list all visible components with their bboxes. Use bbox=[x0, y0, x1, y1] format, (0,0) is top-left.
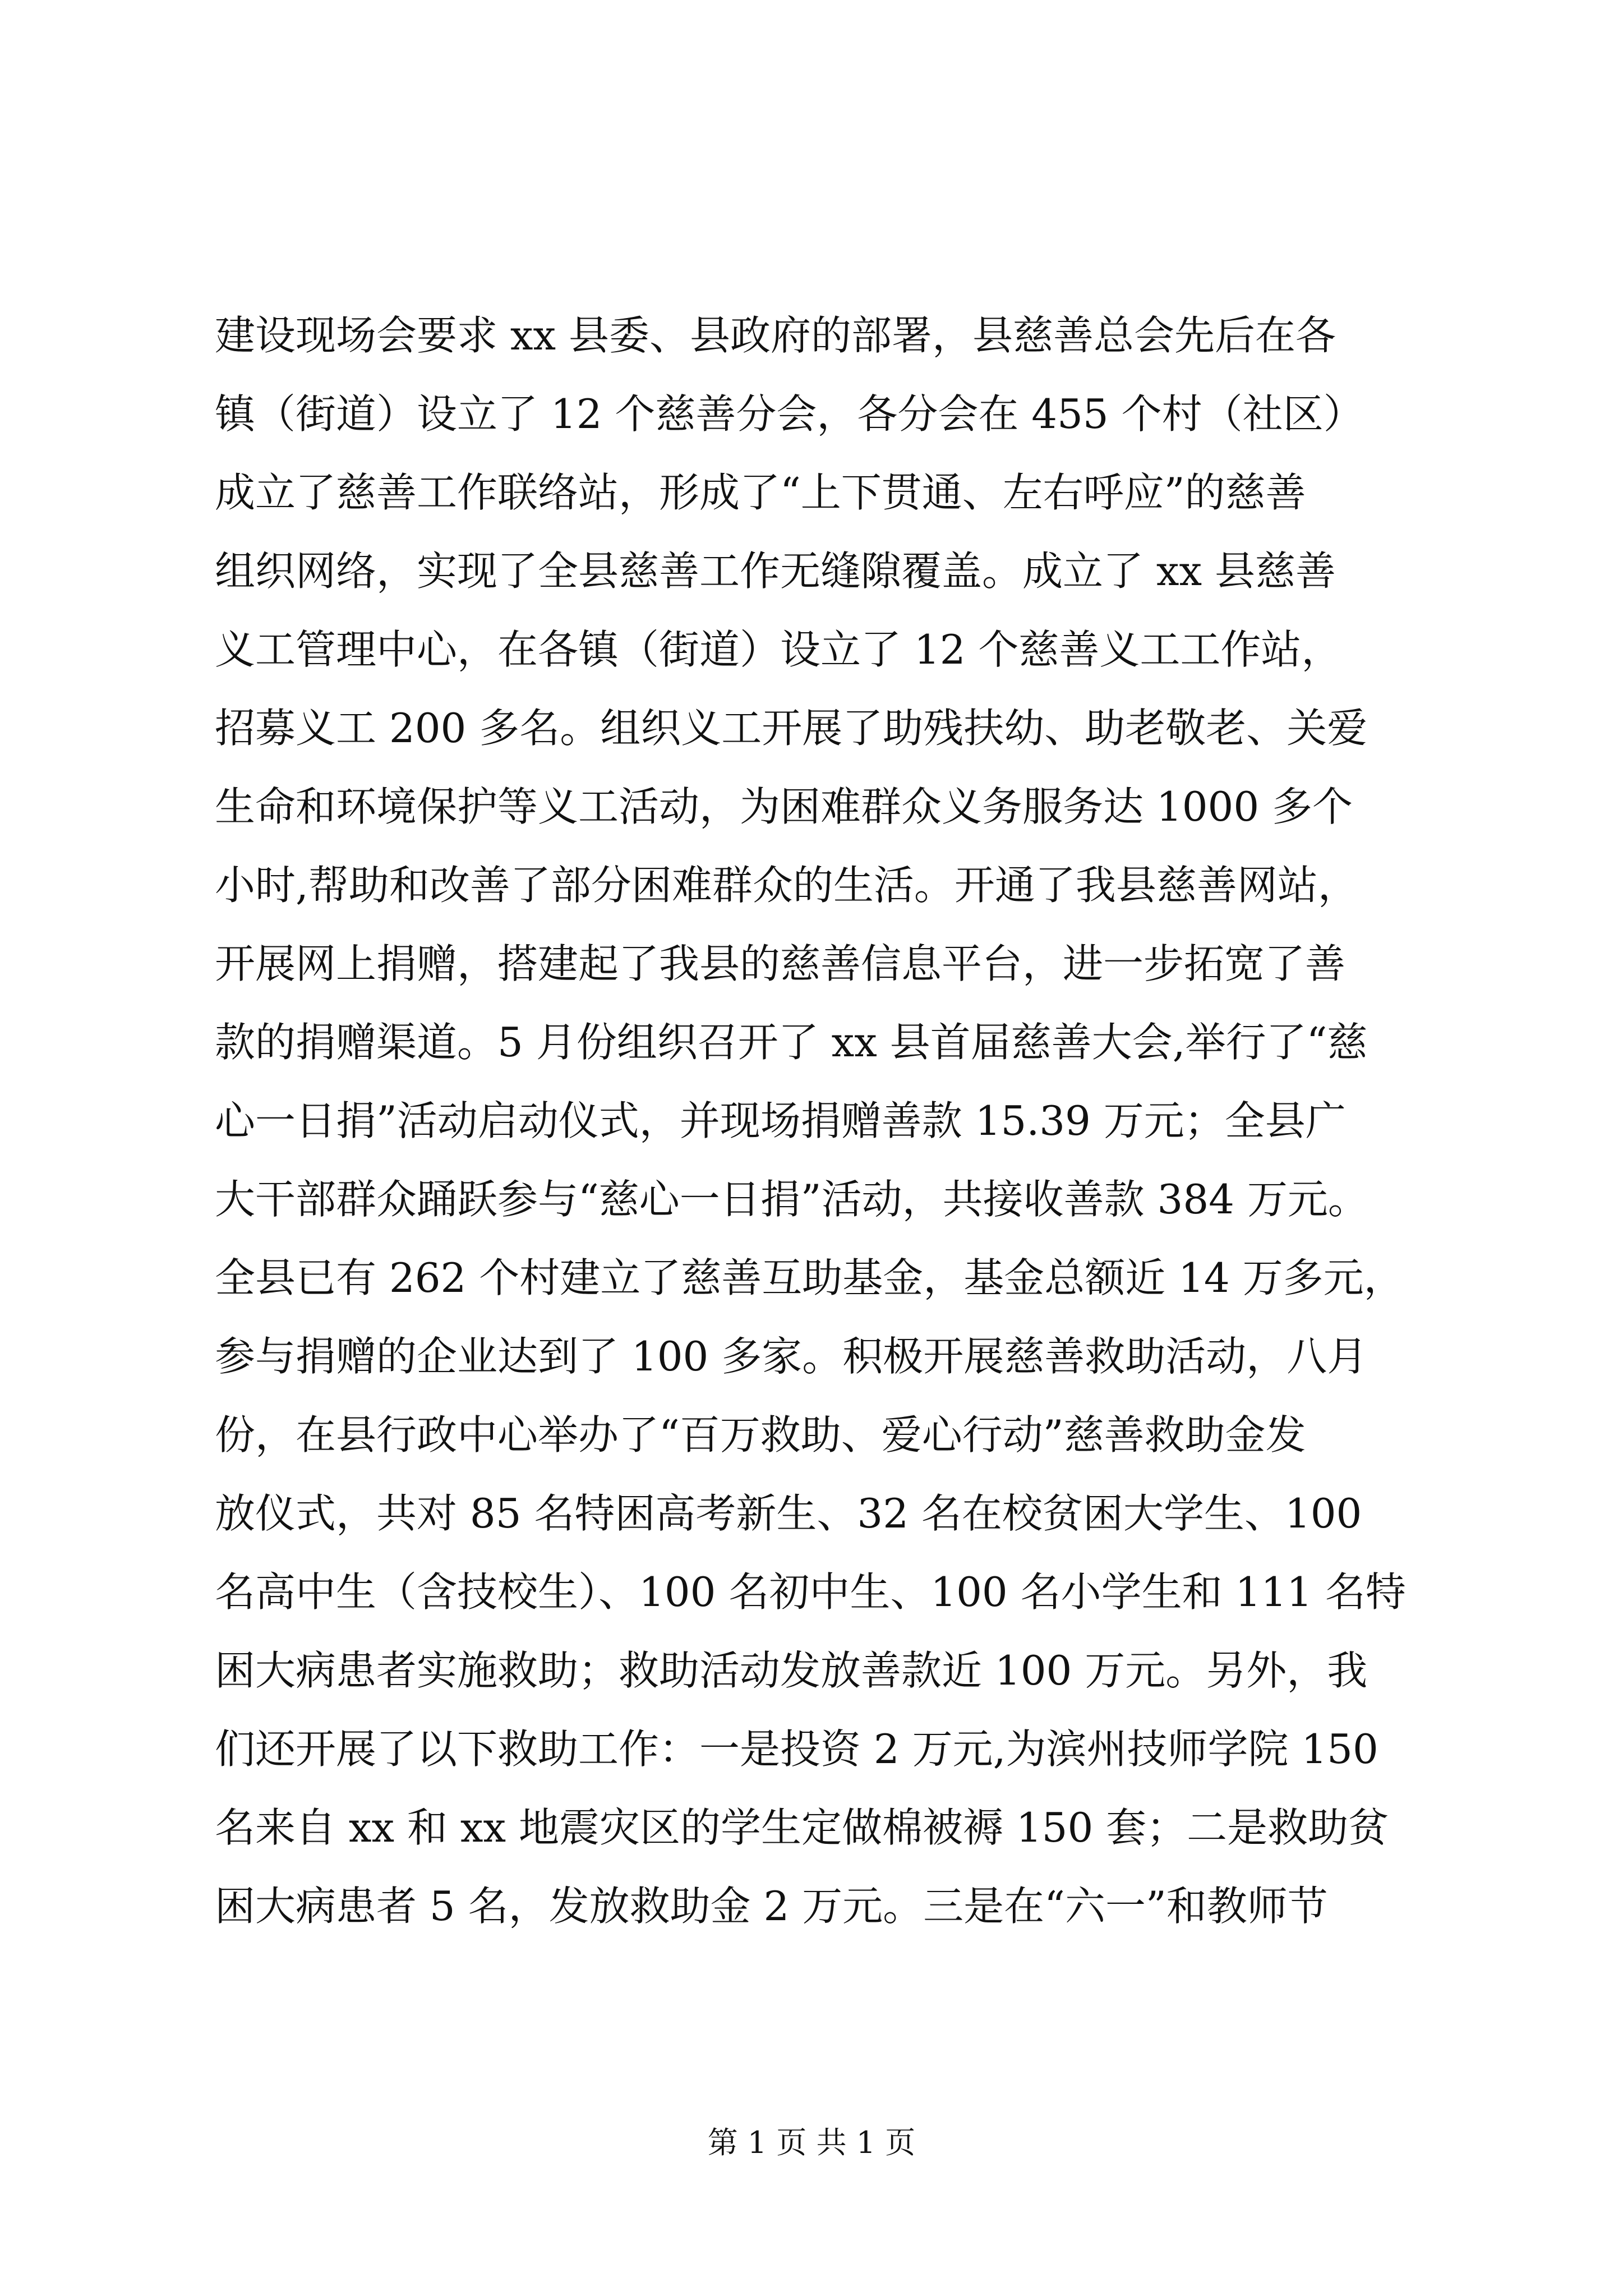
text-line-15: 份，在县行政中心举办了“百万救助、爱心行动”慈善救助金发 bbox=[215, 1411, 1306, 1458]
text-line-19: 们还开展了以下救助工作：一是投资 2 万元,为滨州技师学院 150 bbox=[215, 1726, 1378, 1773]
text-line-2: 镇（街道）设立了 12 个慈善分会，各分会在 455 个村（社区） bbox=[215, 390, 1364, 438]
text-line-13: 全县已有 262 个村建立了慈善互助基金，基金总额近 14 万多元， bbox=[215, 1254, 1404, 1301]
text-line-9: 开展网上捐赠，搭建起了我县的慈善信息平台，进一步拓宽了善 bbox=[215, 940, 1346, 987]
page-number-label: 第 1 页 共 1 页 bbox=[707, 2125, 916, 2160]
text-line-1: 建设现场会要求 xx 县委、县政府的部署，县慈善总会先后在各 bbox=[215, 312, 1336, 359]
text-line-7: 生命和环境保护等义工活动，为困难群众义务服务达 1000 多个 bbox=[215, 783, 1353, 830]
text-line-4: 组织网络，实现了全县慈善工作无缝隙覆盖。成立了 xx 县慈善 bbox=[215, 547, 1336, 595]
text-line-11: 心一日捐”活动启动仪式，并现场捐赠善款 15.39 万元；全县广 bbox=[215, 1097, 1346, 1144]
text-line-21: 困大病患者 5 名，发放救助金 2 万元。三是在“六一”和教师节 bbox=[215, 1883, 1328, 1930]
text-line-5: 义工管理中心，在各镇（街道）设立了 12 个慈善义工工作站， bbox=[215, 626, 1342, 673]
text-line-20: 名来自 xx 和 xx 地震灾区的学生定做棉被褥 150 套；二是救助贫 bbox=[215, 1804, 1389, 1851]
text-line-8: 小时,帮助和改善了部分困难群众的生活。开通了我县慈善网站， bbox=[215, 862, 1358, 909]
text-line-10: 款的捐赠渠道。5 月份组织召开了 xx 县首届慈善大会,举行了“慈 bbox=[215, 1019, 1368, 1066]
page-footer bbox=[0, 2120, 1623, 2165]
body-text bbox=[215, 296, 1415, 1945]
text-line-6: 招募义工 200 多名。组织义工开展了助残扶幼、助老敬老、关爱 bbox=[215, 705, 1368, 752]
text-line-3: 成立了慈善工作联络站，形成了“上下贯通、左右呼应”的慈善 bbox=[215, 469, 1306, 516]
text-line-18: 困大病患者实施救助；救助活动发放善款近 100 万元。另外，我 bbox=[215, 1647, 1368, 1694]
text-line-14: 参与捐赠的企业达到了 100 多家。积极开展慈善救助活动，八月 bbox=[215, 1333, 1368, 1380]
text-line-12: 大干部群众踊跃参与“慈心一日捐”活动，共接收善款 384 万元。 bbox=[215, 1176, 1368, 1223]
text-line-17: 名高中生（含技校生）、100 名初中生、100 名小学生和 111 名特 bbox=[215, 1568, 1406, 1616]
text-line-16: 放仪式，共对 85 名特困高考新生、32 名在校贫困大学生、100 bbox=[215, 1490, 1362, 1537]
